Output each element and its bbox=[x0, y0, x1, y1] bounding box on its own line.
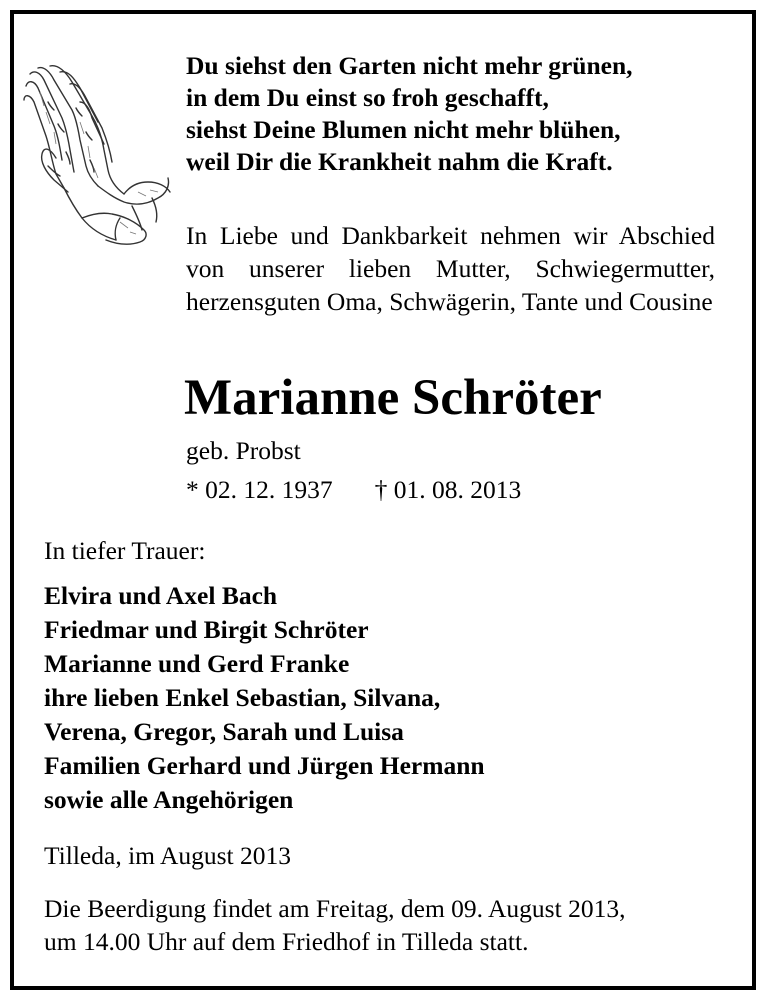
mourner-line: ihre lieben Enkel Sebastian, Silvana, bbox=[44, 683, 441, 712]
birth-date: * 02. 12. 1937 bbox=[186, 475, 333, 504]
funeral-line: um 14.00 Uhr auf dem Friedhof in Tilleda statt. bbox=[44, 927, 529, 956]
maiden-name: geb. Probst bbox=[186, 436, 301, 465]
mourner-line: Familien Gerhard und Jürgen Hermann bbox=[44, 751, 485, 780]
death-date: † 01. 08. 2013 bbox=[374, 475, 522, 504]
deceased-name: Marianne Schröter bbox=[184, 370, 602, 426]
poem-line: siehst Deine Blumen nicht mehr blühen, bbox=[186, 115, 621, 144]
mourner-line: Marianne und Gerd Franke bbox=[44, 649, 350, 678]
funeral-notice bbox=[44, 892, 625, 958]
mourner-line: Verena, Gregor, Sarah und Luisa bbox=[44, 717, 404, 746]
funeral-line: Die Beerdigung findet am Freitag, dem 09. August 2013, bbox=[44, 894, 626, 923]
poem-line: in dem Du einst so froh geschafft, bbox=[186, 83, 549, 112]
life-dates bbox=[186, 475, 521, 505]
poem bbox=[186, 50, 633, 178]
place-date: Tilleda, im August 2013 bbox=[44, 841, 292, 870]
mourner-line: sowie alle Angehörigen bbox=[44, 785, 294, 814]
mourners-list bbox=[44, 579, 485, 817]
praying-hands-icon bbox=[20, 62, 175, 247]
poem-line: Du siehst den Garten nicht mehr grünen, bbox=[186, 51, 633, 80]
mourner-line: Friedmar und Birgit Schröter bbox=[44, 615, 369, 644]
poem-line: weil Dir die Krankheit nahm die Kraft. bbox=[186, 147, 613, 176]
mourning-heading: In tiefer Trauer: bbox=[44, 536, 206, 565]
intro-text: In Liebe und Dankbarkeit nehmen wir Abschied von unserer lieben Mutter, Schwiegermutter, herzensguten Oma, Schwägerin, Tante und Cousine bbox=[186, 221, 715, 316]
mourner-line: Elvira und Axel Bach bbox=[44, 581, 278, 610]
